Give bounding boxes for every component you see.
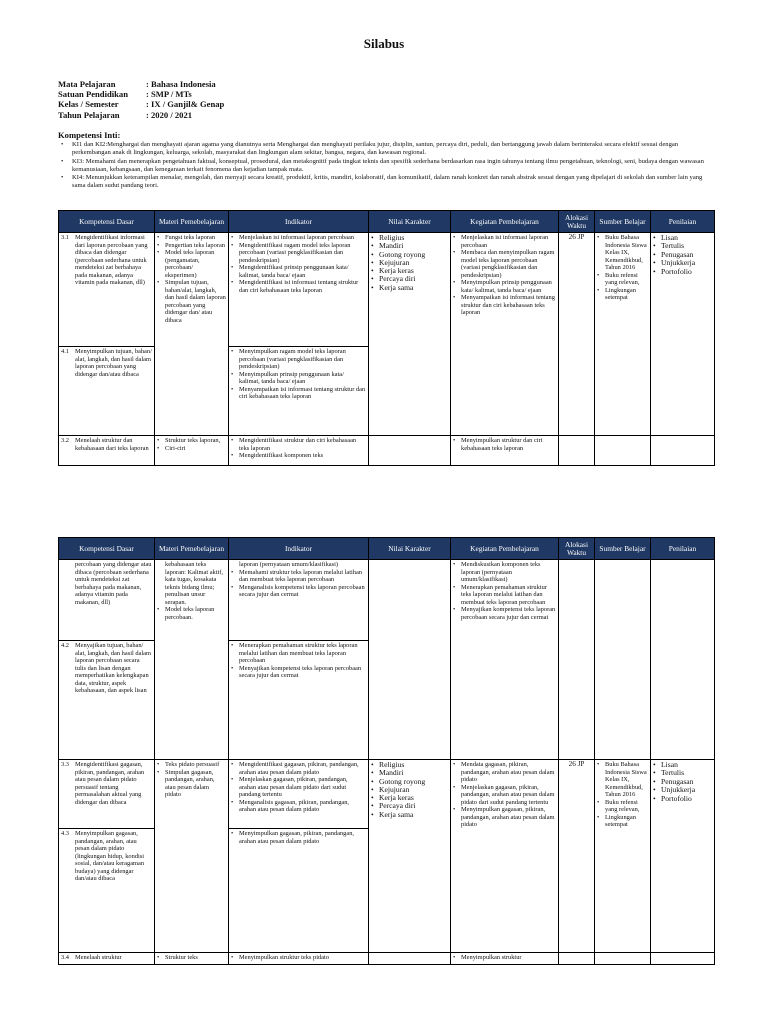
nilai-karakter-cell bbox=[369, 760, 451, 953]
list-item: • Lisan bbox=[653, 761, 712, 769]
list-item: • Ciri-ciri bbox=[157, 445, 226, 453]
materi-cell bbox=[155, 436, 229, 466]
silabus-table-1 bbox=[58, 210, 715, 466]
kegiatan-cell bbox=[451, 760, 559, 953]
nilai-karakter-cell bbox=[369, 436, 451, 466]
list-item: • Mendiskusikan komponen teks laporan (pernyataan umum/klasifikasi) bbox=[453, 561, 556, 584]
list-item: • Mengidentifikasi komponen teks bbox=[231, 452, 366, 460]
silabus-table-2 bbox=[58, 537, 715, 965]
sumber-belajar-cell bbox=[595, 953, 651, 965]
list-item: • Kerja keras bbox=[371, 267, 448, 275]
header-kompetensi-dasar: Kompetensi Dasar bbox=[59, 538, 155, 560]
list-item: • Menjelaskan isi informasi laporan percobaan bbox=[453, 234, 556, 249]
kegiatan-cell bbox=[451, 436, 559, 466]
materi-continued: kebahasaan teks laporan: Kalimat aktif, kata tugas, kosakata teknis bidang ilmu; penulisan unsur serapan. bbox=[165, 561, 224, 606]
header-nilai-karakter: Nilai Karakter bbox=[369, 211, 451, 233]
header-indikator: Indikator bbox=[229, 538, 369, 560]
kompetensi-inti-item: • KI4: Menunjukkan keterampilan menalar, mengolah, dan menyaji secara kreatif, produktif, kritis, mandiri, kolaboratif, dan komunikatif, dalam ranah konkret dan ranah abstrak sesuai dengan yang dipelajari di sekolah dan sumber lain yang sama dalam sudut pandang teori. bbox=[58, 174, 708, 191]
list-item: • Mengidentifikasi ragam model teks laporan percobaan (variasi pengklasifikasian dan pendeskripsian) bbox=[231, 242, 366, 265]
list-item: • Tertulis bbox=[653, 769, 712, 777]
kd-block bbox=[59, 760, 154, 829]
indikator-block bbox=[229, 347, 368, 402]
indikator-cell bbox=[229, 953, 369, 965]
list-item: • Menyajikan kompetensi teks laporan percobaan secara jujur dan cermat bbox=[231, 665, 366, 680]
kd-block bbox=[59, 560, 154, 641]
kompetensi-inti-list bbox=[58, 141, 708, 191]
table-row bbox=[59, 233, 715, 436]
meta-row bbox=[58, 99, 224, 109]
alokasi-waktu-cell bbox=[559, 953, 595, 965]
header-materi: Materi Pemebelajaran bbox=[155, 538, 229, 560]
list-item: • Percaya diri bbox=[371, 275, 448, 283]
indikator-cell bbox=[229, 560, 369, 760]
meta-row bbox=[58, 79, 224, 89]
list-item: • Mengidentifikasi prinsip penggunaan kata/ kalimat, tanda baca/ ejaan bbox=[231, 264, 366, 279]
table-header-row bbox=[59, 538, 715, 560]
list-item: • Pengertian teks laporan bbox=[157, 242, 226, 250]
sumber-belajar-cell bbox=[595, 760, 651, 953]
list-item: • Struktur teks bbox=[157, 954, 226, 962]
list-item: • Mandiri bbox=[371, 242, 448, 250]
meta-value: : SMP / MTs bbox=[146, 89, 192, 100]
indikator-block bbox=[229, 641, 368, 681]
list-item: • Unjukkerja bbox=[653, 786, 712, 794]
list-item: • Buku Bahasa Indonesia Siswa Kelas IX, Kemendikbud, Tahun 2016 bbox=[597, 234, 648, 272]
sumber-belajar-cell bbox=[595, 233, 651, 436]
indikator-cell bbox=[229, 760, 369, 953]
kd-block bbox=[59, 641, 154, 696]
indikator-block bbox=[229, 560, 368, 641]
list-item: • Gotong royong bbox=[371, 251, 448, 259]
list-item: • Menerapkan pemahaman struktur teks laporan melalui latihan dan membuat teks laporan percobaan bbox=[231, 642, 366, 665]
kd-code: 3.2 bbox=[61, 437, 69, 444]
list-item: • Religius bbox=[371, 234, 448, 242]
kd-text: Menelaah struktur bbox=[75, 954, 122, 961]
list-item: • Buku refensi yang relevan, bbox=[597, 272, 648, 287]
header-penilaian: Penilaian bbox=[651, 211, 715, 233]
list-item: • Teks pidato persuasif bbox=[157, 761, 226, 769]
meta-label: Mata Pelajaran bbox=[58, 79, 116, 89]
list-item: • Menjelaskan gagasan, pikiran, pandangan, arahan atau pesan dalam pidato dari sudut pandang tertentu bbox=[231, 776, 366, 799]
kd-cell bbox=[59, 560, 155, 760]
meta-row bbox=[58, 89, 224, 99]
list-item: • Menyimpulkan prinsip penggunaan kata/ kalimat, tanda baca/ ejaan bbox=[231, 371, 366, 386]
kd-block bbox=[59, 347, 154, 379]
list-item: • Buku Bahasa Indonesia Siswa Kelas IX, Kemendikbud, Tahun 2016 bbox=[597, 761, 648, 799]
document-meta bbox=[58, 79, 224, 120]
table-row bbox=[59, 560, 715, 760]
nilai-karakter-cell bbox=[369, 233, 451, 436]
list-item: • Kejujuran bbox=[371, 786, 448, 794]
header-nilai-karakter: Nilai Karakter bbox=[369, 538, 451, 560]
list-item: • Gotong royong bbox=[371, 778, 448, 786]
kd-code: 4.3 bbox=[61, 830, 69, 837]
list-item: • Menjelaskan gagasan, pikiran, pandangan, arahan atau pesan dalam pidato dari sudut pandang tertentu bbox=[453, 784, 556, 807]
list-item: • Menganalisis kompetensi teks laporan percobaan secara jujur dan cermat bbox=[231, 584, 366, 599]
header-alokasi-waktu: Alokasi Waktu bbox=[559, 538, 595, 560]
alokasi-waktu-cell: 26 JP bbox=[559, 760, 595, 953]
list-item: • Portofolio bbox=[653, 795, 712, 803]
list-item: • Menyimpulkan prinsip penggunaan kata/ kalimat, tanda baca/ ejaan bbox=[453, 279, 556, 294]
list-item: • Memahami struktur teks laporan melalui latihan dan membuat teks laporan percobaan bbox=[231, 569, 366, 584]
list-item: • Percaya diri bbox=[371, 802, 448, 810]
list-item: • Kerja keras bbox=[371, 794, 448, 802]
list-item: • Unjukkerja bbox=[653, 259, 712, 267]
penilaian-cell bbox=[651, 760, 715, 953]
materi-list bbox=[157, 234, 226, 324]
list-item: • Mengidentifikasi struktur dan ciri kebahasaan teks laporan bbox=[231, 437, 366, 452]
list-item: • Menyimpulkan struktur bbox=[453, 954, 556, 962]
header-kegiatan: Kegiatan Pembelajaran bbox=[451, 538, 559, 560]
list-item: • Religius bbox=[371, 761, 448, 769]
kd-code: 3.4 bbox=[61, 954, 69, 961]
meta-label: Kelas / Semester bbox=[58, 99, 119, 110]
kd-code bbox=[61, 561, 75, 606]
alokasi-waktu-cell bbox=[559, 436, 595, 466]
list-item: • Penugasan bbox=[653, 251, 712, 259]
list-item: • Menyimpulkan gagasan, pikiran, pandangan, arahan atau pesan dalam pidato bbox=[453, 806, 556, 829]
indikator-block bbox=[229, 233, 368, 347]
header-penilaian: Penilaian bbox=[651, 538, 715, 560]
sumber-belajar-cell bbox=[595, 560, 651, 760]
kompetensi-inti-item: • KI3: Memahami dan menerapkan pengetahuan faktual, konseptual, prosedural, dan metakognitif pada tingkat teknis dan spesifik sederhana berdasarkan rasa ingin tahunya tentang ilmu pengetahuan, teknologi, seni, budaya dengan wawasan kemanusiaan, kebangsaan, dan kenegaraan terkait fenomena dan kejadian tampak mata. bbox=[58, 158, 708, 175]
alokasi-waktu-cell: 26 JP bbox=[559, 233, 595, 436]
penilaian-cell bbox=[651, 233, 715, 436]
penilaian-cell bbox=[651, 436, 715, 466]
indikator-cell bbox=[229, 436, 369, 466]
table-row bbox=[59, 436, 715, 466]
list-item: • Menyimpulkan gagasan, pikiran, pandangan, arahan atau pesan dalam pidato bbox=[231, 830, 366, 845]
kd-text: Menyimpulkan tujuan, bahan/ alat, langkah, dan hasil dalam laporan percobaan yang didengar dan/atau dibaca bbox=[75, 348, 152, 378]
kegiatan-cell bbox=[451, 953, 559, 965]
indikator-cell bbox=[229, 233, 369, 436]
list-item: • Fungsi teks laporan bbox=[157, 234, 226, 242]
header-alokasi-waktu: Alokasi Waktu bbox=[559, 211, 595, 233]
header-sumber-belajar: Sumber Belajar bbox=[595, 538, 651, 560]
alokasi-waktu-cell bbox=[559, 560, 595, 760]
materi-cell bbox=[155, 560, 229, 760]
list-item: • Mengidentifikasi gagasan, pikiran, pandangan, arahan atau pesan dalam pidato bbox=[231, 761, 366, 776]
kd-code: 4.2 bbox=[61, 642, 69, 649]
kegiatan-cell bbox=[451, 560, 559, 760]
indikator-continued: laporan (pernyataan umum/klasifikasi) bbox=[239, 561, 339, 568]
kd-text: percobaan yang didengar atau dibaca (percobaan sederhana untuk mendeteksi zat berbahaya pada makanan, adanya vitamin pada makanan, dll) bbox=[75, 561, 152, 606]
meta-value: : 2020 / 2021 bbox=[146, 109, 193, 120]
list-item: • Kerja sama bbox=[371, 284, 448, 292]
list-item: • Lingkungan setempat bbox=[597, 287, 648, 302]
list-item: • Simpulan gagasan, pandangan, arahan, atau pesan dalam pidato bbox=[157, 769, 226, 799]
sumber-belajar-cell bbox=[595, 436, 651, 466]
header-kegiatan: Kegiatan Pembelajaran bbox=[451, 211, 559, 233]
kd-block bbox=[59, 829, 154, 884]
kd-cell bbox=[59, 953, 155, 965]
kd-cell bbox=[59, 233, 155, 436]
table-row bbox=[59, 760, 715, 953]
indikator-block bbox=[229, 829, 368, 846]
list-item: • Membaca dan menyimpulkan ragam model teks laporan percobaan (variasi pengklasifikasian dan pendeskripsian) bbox=[453, 249, 556, 279]
kd-text: Mengidentifikasi gagasan, pikiran, pandangan, arahan atau pesan dalam pidato persuasif tentang permasalahan aktual yang didengar dan dibaca bbox=[75, 761, 145, 806]
penilaian-cell bbox=[651, 953, 715, 965]
list-item: • Menyimpulkan struktur dan ciri kebahasaan teks laporan bbox=[453, 437, 556, 452]
kd-cell bbox=[59, 436, 155, 466]
list-item: • Menyajikan kompetensi teks laporan percobaan secara jujur dan cermat bbox=[453, 606, 556, 621]
list-item: • Portofolio bbox=[653, 268, 712, 276]
materi-cell bbox=[155, 953, 229, 965]
meta-label: Satuan Pendidikan bbox=[58, 89, 128, 100]
kegiatan-cell bbox=[451, 233, 559, 436]
list-item: • Model teks laporan percobaan. bbox=[157, 606, 226, 621]
list-item: • Menyampaikan isi informasi tentang struktur dan ciri kebahasaan teks laporan bbox=[231, 386, 366, 401]
list-item: • Struktur teks laporan, bbox=[157, 437, 226, 445]
list-item: • Menerapkan pemahaman struktur teks laporan melalui latihan dan membuat teks laporan percobaan bbox=[453, 584, 556, 607]
kompetensi-inti-heading: Kompetensi Inti: bbox=[58, 130, 121, 140]
meta-value: : IX / Ganjil& Genap bbox=[146, 99, 225, 110]
list-item: • Mengidentifikasi isi informasi tentang struktur dan ciri kebahasaan teks laporan bbox=[231, 279, 366, 294]
materi-cell bbox=[155, 760, 229, 953]
list-item: • Kerja sama bbox=[371, 811, 448, 819]
list-item: • Menyampaikan isi informasi tentang struktur dan ciri kebahasaan teks laporan bbox=[453, 294, 556, 317]
meta-value: : Bahasa Indonesia bbox=[146, 79, 216, 89]
list-item: • Lisan bbox=[653, 234, 712, 242]
list-item: • Lingkungan setempat bbox=[597, 814, 648, 829]
list-item: • Mandiri bbox=[371, 769, 448, 777]
list-item: • Menyimpulkan ragam model teks laporan percobaan (variasi pengklasifikasian dan pendeskripsian) bbox=[231, 348, 366, 371]
kd-text: Menelaah struktur dan kebahasaan dari teks laporan bbox=[75, 437, 149, 452]
meta-label: Tahun Pelajaran bbox=[58, 109, 120, 120]
kd-cell bbox=[59, 760, 155, 953]
indikator-block bbox=[229, 760, 368, 829]
list-item: • Penugasan bbox=[653, 778, 712, 786]
kd-text: Menyimpulkan gagasan, pandangan, arahan, atau pesan dalam pidato (lingkungan hidup, kondisi sosial, dan/atau keragaman budaya) yang didengar dan/atau dibaca bbox=[75, 830, 145, 882]
list-item: • Menjelaskan isi informasi laporan percobaan bbox=[231, 234, 366, 242]
meta-row bbox=[58, 110, 224, 120]
header-materi: Materi Pemebelajaran bbox=[155, 211, 229, 233]
list-item: • Buku refensi yang relevan, bbox=[597, 799, 648, 814]
page-title: Silabus bbox=[363, 36, 405, 51]
penilaian-cell bbox=[651, 560, 715, 760]
materi-cell bbox=[155, 233, 229, 436]
kd-text: Mengidentifikasi informasi dari laporan percobaan yang dibaca dan didengar (percobaan sederhana untuk mendeteksi zat berbahaya pada makanan, adanya vitamin pada makanan, dll) bbox=[75, 234, 148, 286]
list-item: • Tertulis bbox=[653, 242, 712, 250]
kd-code: 4.1 bbox=[61, 348, 69, 355]
kd-block bbox=[59, 233, 154, 347]
nilai-karakter-cell bbox=[369, 560, 451, 760]
header-sumber-belajar: Sumber Belajar bbox=[595, 211, 651, 233]
list-item: • Kejujuran bbox=[371, 259, 448, 267]
table-row bbox=[59, 953, 715, 965]
list-item: • Menyimpulkan struktur teks pidato bbox=[231, 954, 366, 962]
header-kompetensi-dasar: Kompetensi Dasar bbox=[59, 211, 155, 233]
header-indikator: Indikator bbox=[229, 211, 369, 233]
list-item: • Model teks laporan (pengamatan, percobaan/ eksperimen) bbox=[157, 249, 226, 279]
kd-code: 3.1 bbox=[61, 234, 69, 241]
list-item: • Menganalisis gagasan, pikiran, pandangan, arahan atau pesan dalam pidato bbox=[231, 799, 366, 814]
kompetensi-inti-item: • KI1 dan KI2:Menghargai dan menghayati ajaran agama yang dianutnya serta Menghargai dan menghayati perilaku jujur, disiplin, santun, percaya diri, peduli, dan bertanggung jawab dalam berinteraksi secara efektif sesuai dengan perkembangan anak di lingkungan, keluarga, sekolah, masyarakat dan lingkungan alam sekitar, bangsa, negara, dan kawasan regional. bbox=[58, 141, 708, 158]
table-header-row bbox=[59, 211, 715, 233]
nilai-karakter-cell bbox=[369, 953, 451, 965]
list-item: • Mendata gagasan, pikiran, pandangan, arahan atau pesan dalam pidato bbox=[453, 761, 556, 784]
list-item: • Simpulan tujuan, bahan/alat, langkah, dan hasil dalam laporan percobaan yang didengar dan/ atau dibaca bbox=[157, 279, 226, 324]
kd-text: Menyajikan tujuan, bahan/ alat, langkah, dan hasil dalam laporan percobaan secara tulis dan lisan dengan memperhatikan kelengkapan data, struktur, aspek kebahasaan, dan aspek lisan bbox=[75, 642, 151, 694]
kd-code: 3.3 bbox=[61, 761, 69, 768]
